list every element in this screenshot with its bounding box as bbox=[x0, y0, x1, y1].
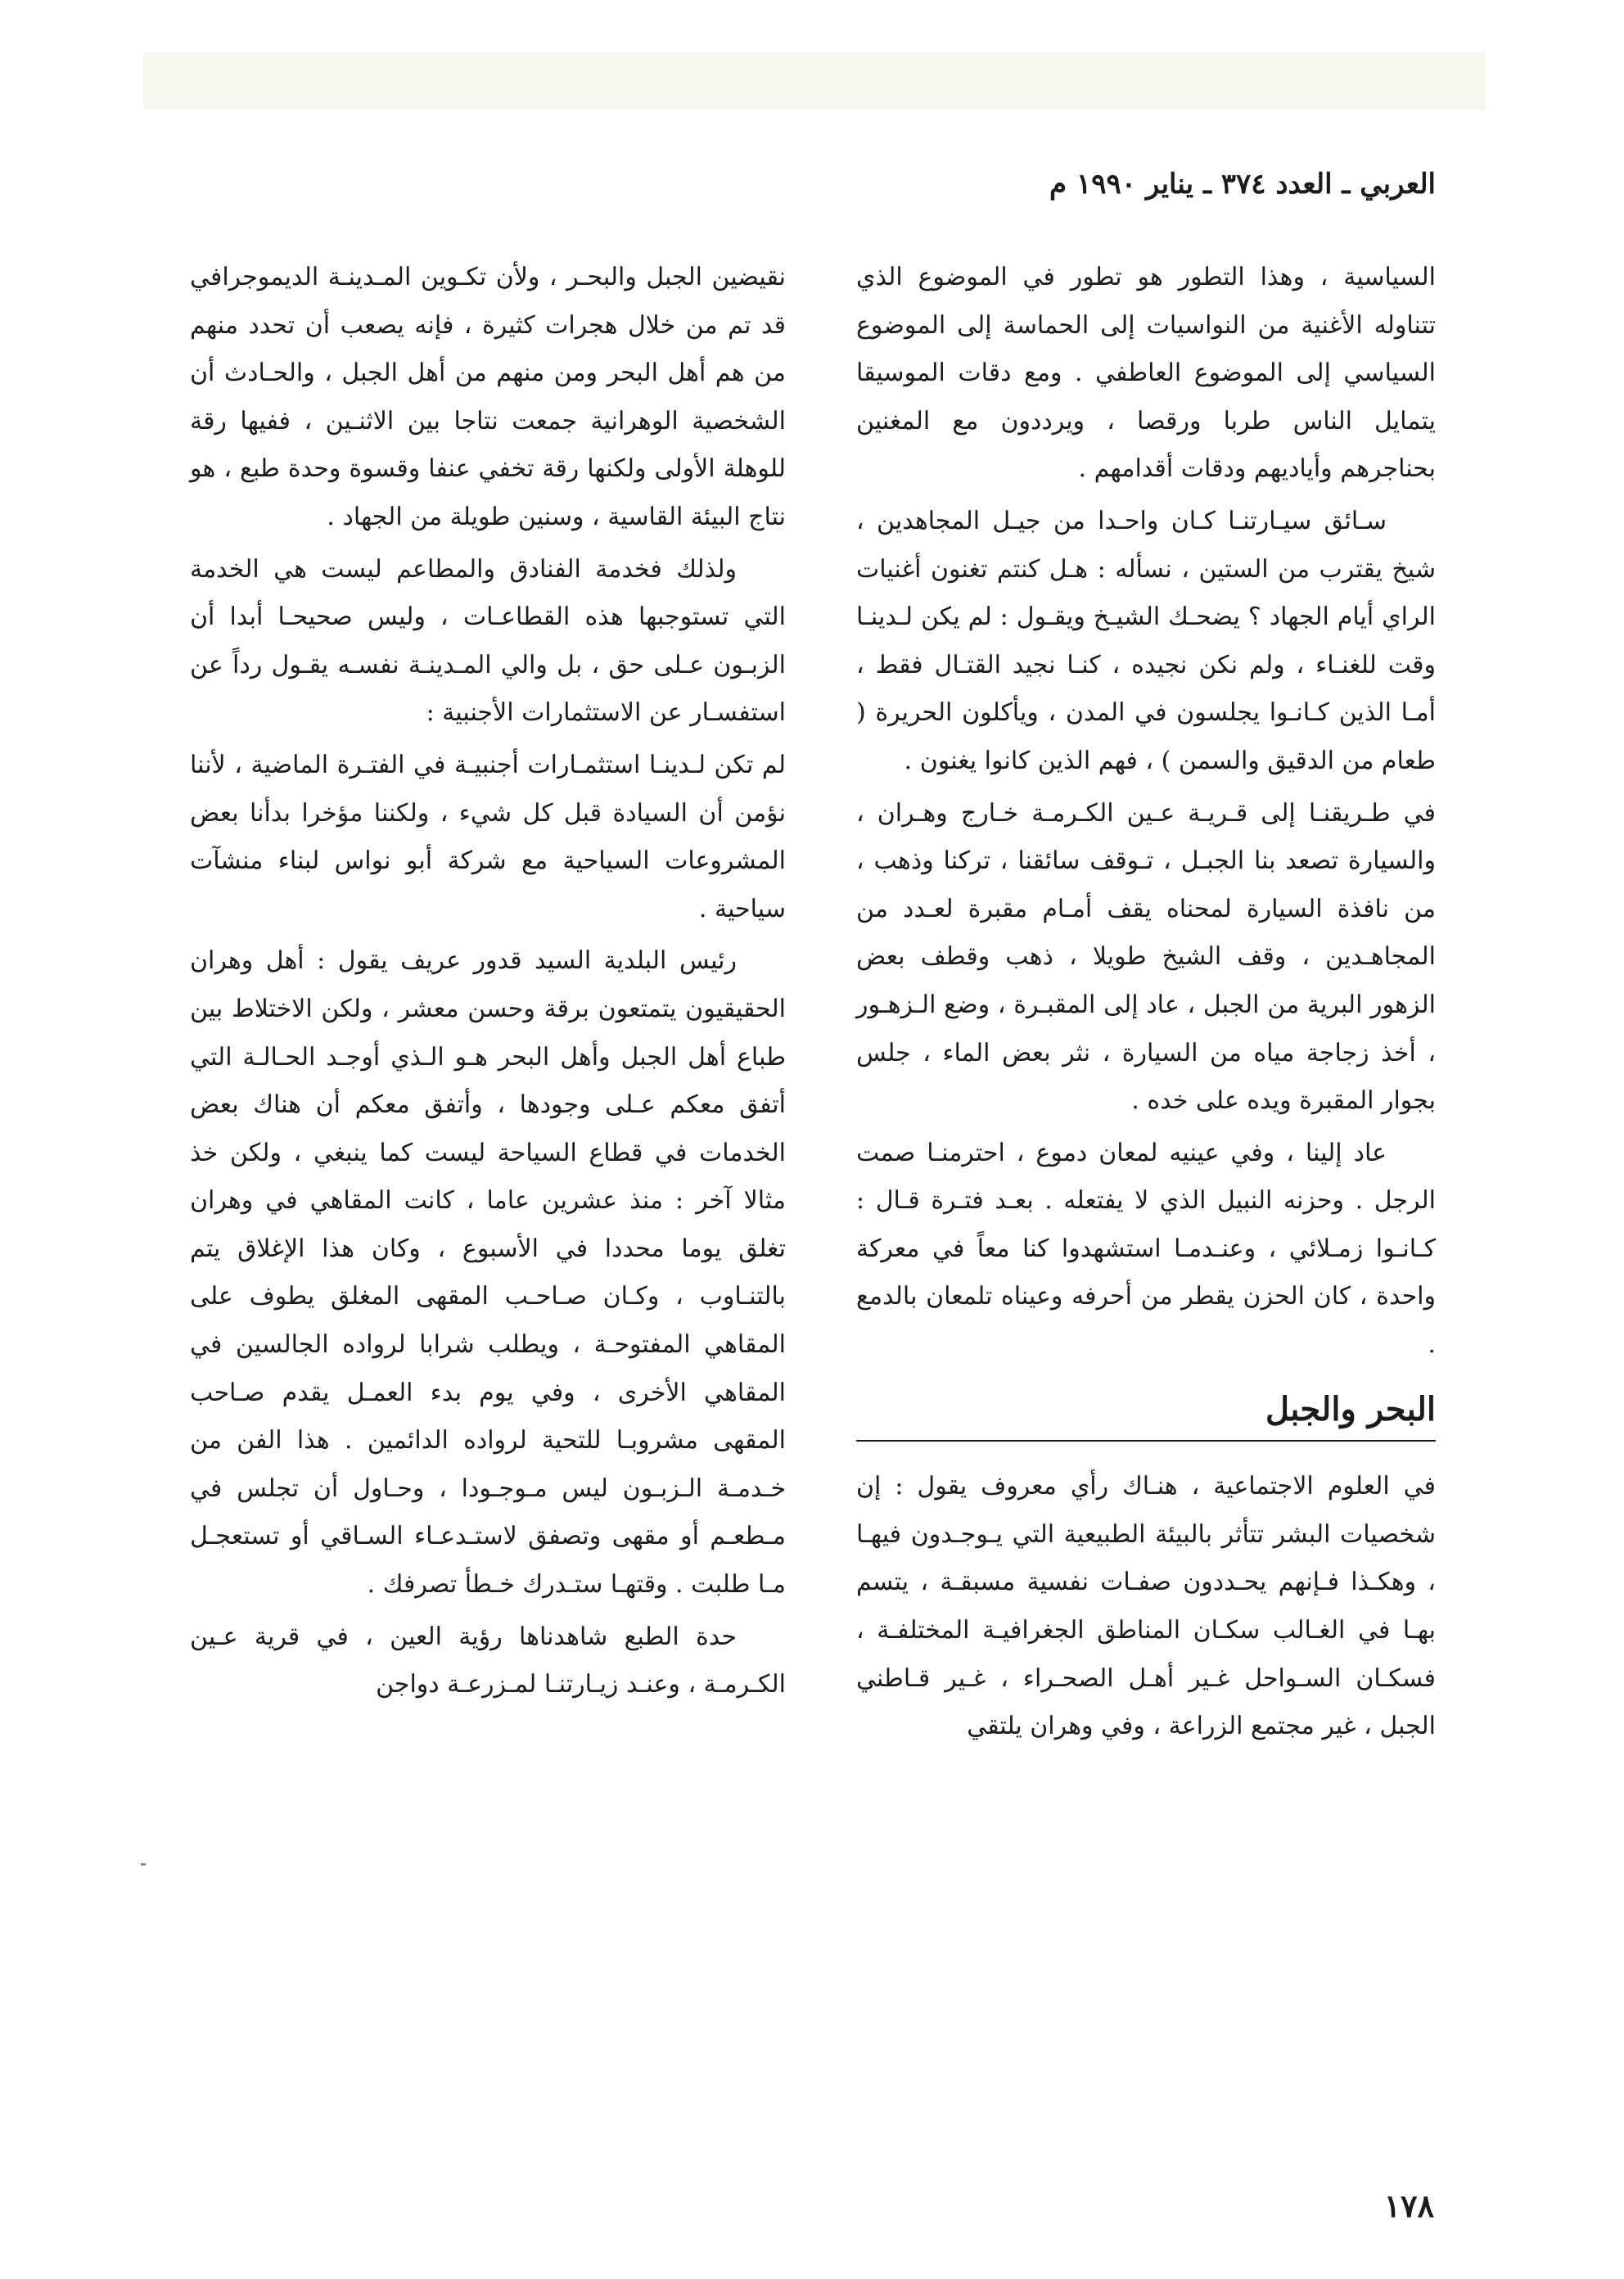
article-paragraph: ولذلك فخدمة الفنادق والمطاعم ليست هي الخدمة التي تستوجبها هذه القطاعـات ، وليس صحيحـا أبدا أن الزبـون عـلى حق ، بل والي المـدينـة نفسـه يقـول رداً عن استفسـار عن الاستثمارات الأجنبية : bbox=[190, 554, 786, 728]
right-column bbox=[856, 254, 1436, 1755]
article-paragraph: في العلوم الاجتماعية ، هنـاك رأي معروف يقول : إن شخصيات البشر تتأثر بالبيئة الطبيعية التي يـوجـدون فيهـا ، وهكـذا فـإنهم يحـددون صفـات نفسية مسبقـة ، يتسم بهـا في الغـالب سكـان المناطق الجغرافيـة المختلفـة ، فسكـان السـواحل غـير أهـل الصحـراء ، غـير قـاطني الجبل ، غير مجتمع الزراعة ، وفي وهران يلتقي bbox=[856, 1472, 1437, 1741]
article-paragraph: حدة الطبع شاهدناها رؤية العين ، في قرية عـين الكـرمـة ، وعنـد زيـارتنـا لمـزرعـة دواجن bbox=[190, 1622, 786, 1699]
article-paragraph: في طـريقنـا إلى قـريـة عـين الكـرمـة خـارج وهـران ، والسيارة تصعد بنا الجبـل ، تـوقف سائقنا ، تركنا وذهب ، من نافذة السيارة لمحناه يقف أمـام مقبرة لعـدد من المجاهـدين ، وقف الشيخ طويلا ، ذهب وقطف بعض الزهور البرية من الجبل ، عاد إلى المقبـرة ، وضع الـزهـور ، أخذ زجاجة مياه من السيارة ، نثر بعض الماء ، جلس بجوار المقبرة ويده على خده . bbox=[856, 798, 1436, 1116]
article-paragraph: رئيس البلدية السيد قدور عريف يقول : أهل وهران الحقيقيون يتمتعون برقة وحسن معشر ، ولكن الاختلاط بين طباع أهل الجبل وأهل البحر هـو الـذي أوجـد الحـالـة التي أتفق معكم عـلى وجودها ، وأتفق معكم أن هناك بعض الخدمات في قطاع السياحة ليست كما ينبغي ، ولكن خذ مثالا آخر : منذ عشرين عاما ، كانت المقاهي في وهران تغلق يوما محددا في الأسبوع ، وكان هذا الإغلاق يتم بالتنـاوب ، وكـان صـاحـب المقهى المغلق يطوف على المقاهي المفتوحـة ، ويطلب شرابا لرواده الجالسين في المقاهي الأخرى ، وفي يوم بدء العمـل يقدم صـاحب المقهى مشروبـا للتحية لرواده الدائمين . هذا الفن من خـدمـة الـزبـون ليس مـوجـودا ، وحـاول أن تجلس في مـطعـم أو مقهى وتصفق لاستـدعـاء السـاقي أو تستعجـل مـا طلبت . وقتهـا ستـدرك خـطأ تصرفك . bbox=[190, 946, 786, 1600]
heading-underline bbox=[856, 1440, 1436, 1442]
article-paragraph: عاد إلينا ، وفي عينيه لمعان دموع ، احترمنـا صمت الرجل . وحزنه النبيل الذي لا يفتعله . بعـد فتـرة قـال : كـانـوا زمـلائي ، وعنـدمـا استشهدوا كنا معاً في معركة واحدة ، كان الحزن يقطر من أحرفه وعيناه تلمعان بالدمع . bbox=[856, 1138, 1436, 1360]
scan-edge-mark bbox=[141, 1863, 146, 1866]
scan-top-band bbox=[143, 52, 1486, 110]
left-column bbox=[190, 254, 786, 1713]
article-paragraph: لم تكن لـدينـا استثمـارات أجنبيـة في الفتـرة الماضية ، لأننا نؤمن أن السيادة قبل كل شيء ، ولكننا مؤخرا بدأنا بعض المشروعات السياحية مع شركة أبو نواس لبناء منشآت سياحية . bbox=[190, 750, 786, 923]
page-number: ١٧٨ bbox=[1383, 2187, 1434, 2224]
running-header: العربي ـ العدد ٣٧٤ ـ يناير ١٩٩٠ م bbox=[1049, 168, 1436, 201]
article-paragraph: السياسية ، وهذا التطور هو تطور في الموضوع الذي تتناوله الأغنية من النواسيات إلى الحماسة إلى الموضوع السياسي إلى الموضوع العاطفي . ومع دقات الموسيقا يتمايل الناس طربا ورقصا ، ويرددون مع المغنين بحناجرهم وأياديهم ودقات أقدامهم . bbox=[856, 263, 1436, 484]
article-paragraph: نقيضين الجبل والبحـر ، ولأن تكـوين المـدينـة الديموجرافي قد تم من خلال هجرات كثيرة ، فإنه يصعب أن تحدد منهم من هم أهل البحر ومن منهم من أهل الجبل ، والحـادث أن الشخصية الوهرانية جمعت نتاجا بين الاثنـين ، ففيها رقة للوهلة الأولى ولكنها رقة تخفي عنفا وقسوة وحدة طبع ، هو نتاج البيئة القاسية ، وسنين طويلة من الجهاد . bbox=[190, 263, 786, 531]
section-heading: البحر والجبل bbox=[1265, 1389, 1436, 1428]
article-paragraph: سـائق سيـارتنـا كـان واحـدا من جيـل المجاهدين ، شيخ يقترب من الستين ، نسأله : هـل كنتم تغنون أغنيات الراي أيام الجهاد ؟ يضحـك الشيـخ ويقـول : لم يكن لـدينـا وقت للغنـاء ، ولم نكن نجيده ، كنـا نجيد القتـال فقط ، أمـا الذين كـانـوا يجلسون في المدن ، ويأكلون الحريرة ( طعام من الدقيق والسمن ) ، فهم الذين كانوا يغنون . bbox=[856, 506, 1436, 775]
